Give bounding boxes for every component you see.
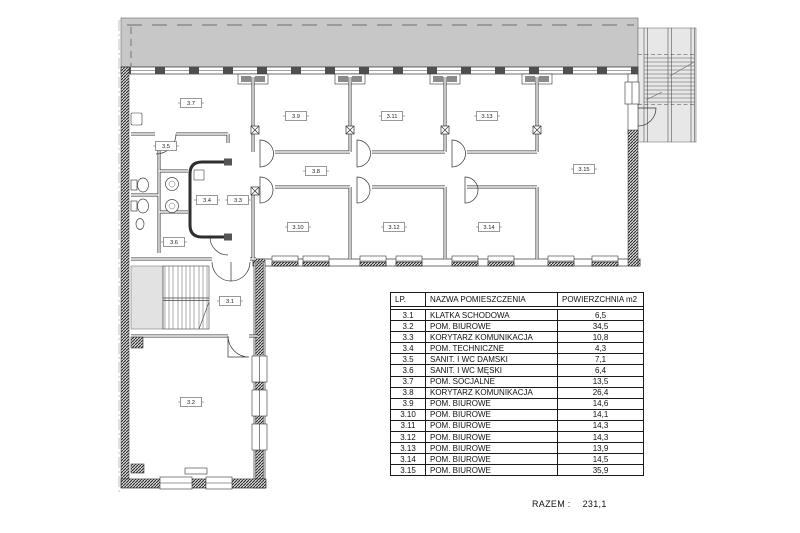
table-cell: POM. BIUROWE bbox=[426, 465, 558, 476]
table-cell: 7,1 bbox=[558, 354, 644, 365]
room-label bbox=[194, 196, 220, 205]
table-cell: POM. TECHNICZNE bbox=[426, 343, 558, 354]
svg-text:3.2: 3.2 bbox=[186, 400, 196, 406]
svg-text:3.4: 3.4 bbox=[202, 198, 212, 204]
table-row bbox=[391, 321, 644, 332]
table-cell: 3.4 bbox=[391, 343, 426, 354]
table-cell: POM. BIUROWE bbox=[426, 409, 558, 420]
table-cell: 3.6 bbox=[391, 365, 426, 376]
shaft-markers bbox=[251, 126, 541, 195]
room-label bbox=[153, 142, 179, 151]
internal-staircase bbox=[131, 266, 209, 329]
table-cell: 13,9 bbox=[558, 443, 644, 454]
vent-box bbox=[131, 464, 144, 473]
table-cell: 3.1 bbox=[391, 310, 426, 321]
table-cell: 34,5 bbox=[558, 321, 644, 332]
external-staircase bbox=[638, 28, 696, 142]
table-cell: 3.10 bbox=[391, 409, 426, 420]
sanitary-fixtures bbox=[131, 178, 179, 230]
sink-icon bbox=[166, 178, 179, 191]
table-row bbox=[391, 387, 644, 398]
table-row bbox=[391, 365, 644, 376]
svg-text:3.12: 3.12 bbox=[388, 225, 400, 231]
total-value: 231,1 bbox=[582, 499, 607, 509]
table-cell: SANIT. I WC MĘSKI bbox=[426, 365, 558, 376]
svg-text:3.11: 3.11 bbox=[386, 114, 398, 120]
table-row bbox=[391, 465, 644, 476]
table-cell: POM. BIUROWE bbox=[426, 443, 558, 454]
table-cell: 6,4 bbox=[558, 365, 644, 376]
table-cell: POM. BIUROWE bbox=[426, 420, 558, 431]
toilet-icon bbox=[131, 199, 149, 213]
room-label bbox=[217, 297, 243, 306]
door-arc bbox=[228, 336, 249, 357]
svg-text:3.9: 3.9 bbox=[291, 114, 301, 120]
table-header-lp: LP. bbox=[391, 293, 426, 307]
table-cell: 26,4 bbox=[558, 387, 644, 398]
table-cell: 3.15 bbox=[391, 465, 426, 476]
table-cell: 3.12 bbox=[391, 432, 426, 443]
room-label bbox=[571, 165, 597, 174]
table-cell: 35,9 bbox=[558, 465, 644, 476]
table-cell: 3.11 bbox=[391, 420, 426, 431]
room-label bbox=[476, 223, 502, 232]
room-label bbox=[379, 112, 405, 121]
room-label bbox=[178, 398, 204, 407]
svg-text:3.13: 3.13 bbox=[481, 114, 493, 120]
table-cell: POM. BIUROWE bbox=[426, 432, 558, 443]
total-line bbox=[532, 499, 607, 509]
table-cell: 3.13 bbox=[391, 443, 426, 454]
table-cell: 14,6 bbox=[558, 398, 644, 409]
svg-text:3.8: 3.8 bbox=[311, 169, 321, 175]
svg-text:3.10: 3.10 bbox=[292, 225, 304, 231]
table-row bbox=[391, 454, 644, 465]
door-arc bbox=[357, 177, 370, 203]
toilet-icon bbox=[131, 178, 149, 192]
urinal-icon bbox=[136, 219, 144, 230]
table-cell: 13,5 bbox=[558, 376, 644, 387]
side-wall-windows bbox=[252, 356, 267, 450]
room-label bbox=[178, 99, 204, 108]
adjacent-building-band bbox=[121, 18, 638, 67]
table-cell: 14,3 bbox=[558, 420, 644, 431]
svg-text:3.1: 3.1 bbox=[225, 299, 235, 305]
table-cell: 3.2 bbox=[391, 321, 426, 332]
table-row bbox=[391, 398, 644, 409]
table-cell: KLATKA SCHODOWA bbox=[426, 310, 558, 321]
room-label bbox=[225, 196, 251, 205]
svg-text:3.6: 3.6 bbox=[169, 240, 179, 246]
radiator bbox=[131, 113, 142, 125]
room-label bbox=[303, 167, 329, 176]
table-cell: 3.5 bbox=[391, 354, 426, 365]
right-wall-window bbox=[625, 82, 639, 104]
table-cell: KORYTARZ KOMUNIKACJA bbox=[426, 387, 558, 398]
table-cell: 14,3 bbox=[558, 432, 644, 443]
table-row bbox=[391, 443, 644, 454]
table-cell: POM. SOCJALNE bbox=[426, 376, 558, 387]
svg-text:3.3: 3.3 bbox=[233, 198, 243, 204]
table-header-name: NAZWA POMIESZCZENIA bbox=[426, 293, 558, 307]
sink-icon bbox=[166, 200, 179, 213]
table-cell: KORYTARZ KOMUNIKACJA bbox=[426, 332, 558, 343]
table-cell: 3.3 bbox=[391, 332, 426, 343]
rooms-table bbox=[390, 292, 644, 476]
table-cell: 14,1 bbox=[558, 409, 644, 420]
svg-text:3.15: 3.15 bbox=[578, 167, 590, 173]
room-label bbox=[381, 223, 407, 232]
table-cell: 10,8 bbox=[558, 332, 644, 343]
svg-text:3.14: 3.14 bbox=[483, 225, 495, 231]
table-cell: 4,3 bbox=[558, 343, 644, 354]
table-header-row bbox=[391, 293, 644, 307]
door-arc bbox=[357, 140, 371, 167]
svg-text:3.5: 3.5 bbox=[161, 144, 171, 150]
table-header-area: POWIERZCHNIA m2 bbox=[558, 293, 644, 307]
door-arc bbox=[260, 140, 274, 167]
door-arc bbox=[212, 262, 231, 281]
door-arc bbox=[452, 140, 466, 167]
room-label bbox=[283, 112, 309, 121]
table-cell: SANIT. I WC DAMSKI bbox=[426, 354, 558, 365]
sill bbox=[185, 468, 207, 474]
room-label bbox=[474, 112, 500, 121]
table-row bbox=[391, 332, 644, 343]
door-arc bbox=[465, 177, 478, 203]
table-cell: 3.9 bbox=[391, 398, 426, 409]
table-cell: 3.8 bbox=[391, 387, 426, 398]
table-row bbox=[391, 420, 644, 431]
door-arc bbox=[231, 262, 250, 281]
table-row bbox=[391, 409, 644, 420]
table-row bbox=[391, 343, 644, 354]
table-cell: 14,5 bbox=[558, 454, 644, 465]
table-body bbox=[391, 310, 644, 476]
table-row bbox=[391, 432, 644, 443]
vent-box bbox=[131, 337, 143, 348]
table-cell: 6,5 bbox=[558, 310, 644, 321]
total-label: RAZEM : bbox=[532, 499, 571, 509]
table-cell: POM. BIUROWE bbox=[426, 321, 558, 332]
room-label bbox=[161, 238, 187, 247]
table-cell: 3.7 bbox=[391, 376, 426, 387]
table-cell: 3.14 bbox=[391, 454, 426, 465]
table-row bbox=[391, 354, 644, 365]
door-arc bbox=[260, 177, 273, 203]
table-cell: POM. BIUROWE bbox=[426, 454, 558, 465]
table-row bbox=[391, 376, 644, 387]
svg-text:3.7: 3.7 bbox=[186, 101, 196, 107]
room-label bbox=[285, 223, 311, 232]
table-row bbox=[391, 310, 644, 321]
table-cell: POM. BIUROWE bbox=[426, 398, 558, 409]
junction-sill-boxes bbox=[238, 74, 552, 84]
